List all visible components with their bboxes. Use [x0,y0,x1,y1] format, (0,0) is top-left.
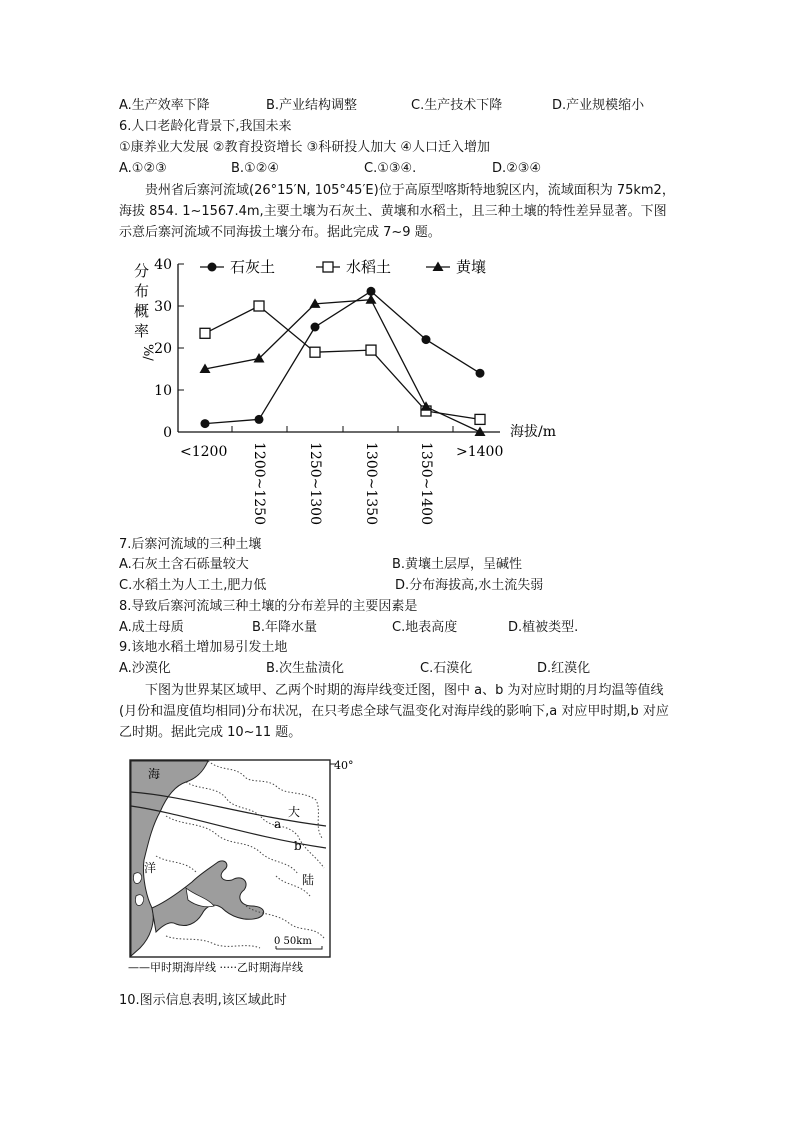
soil-distribution-chart [120,248,556,528]
x-tick-label: 1250~1300 [307,442,323,525]
data-point-石灰土 [422,335,431,344]
map-legend: ——甲时期海岸线 ·····乙时期海岸线 [128,961,303,974]
x-tick-label: 1200~1250 [251,442,267,525]
data-point-黄壤 [475,427,486,437]
legend-label-水稻土: 水稻土 [346,258,392,276]
q10-stem: 10.图示信息表明,该区域此时 [119,993,287,1008]
x-tick-label: >1400 [456,444,504,460]
y-axis-label-char: 概 [134,302,150,320]
x-tick-label: 1350~1400 [418,442,434,525]
legend-label-石灰土: 石灰土 [230,258,276,276]
scale-label: 0 50km [274,936,312,947]
x-tick-label: 1300~1350 [363,442,379,525]
q7-option-d: D.分布海拔高,水土流失弱 [395,578,544,593]
data-point-黄壤 [366,294,377,304]
q6-option-a: A.①②③ [119,161,167,176]
data-point-水稻土 [310,347,320,357]
data-point-石灰土 [311,323,320,332]
y-axis-label-char: 分 [134,262,150,280]
legend-marker [433,262,444,272]
q6-items: ①康养业大发展 ②教育投资增长 ③科研投人加大 ④人口迁入增加 [119,140,491,155]
q8-option-d: D.植被类型. [508,620,579,635]
sea-label-1: 海 [148,767,161,781]
q7-stem: 7.后寨河流域的三种土壤 [119,537,262,552]
sea-label-2: 洋 [144,861,157,875]
q8-stem: 8.导致后寨河流域三种土壤的分布差异的主要因素是 [119,599,418,614]
data-point-水稻土 [254,301,264,311]
series-line-石灰土 [205,291,480,423]
data-point-水稻土 [366,345,376,355]
y-axis-unit: %/ [140,344,155,361]
q9-option-b: B.次生盐渍化 [266,661,345,676]
q7-option-a: A.石灰土含石砾量较大 [119,557,249,572]
legend-marker [208,263,217,272]
q9-option-d: D.红漠化 [537,661,591,676]
q5-option-b: B.产业结构调整 [266,98,358,113]
q8-option-b: B.年降水量 [252,620,318,635]
q8-option-c: C.地表高度 [392,620,458,635]
isotherm-a-label: a [274,817,282,831]
land-label-1: 大 [288,805,301,819]
q6-option-b: B.①②④ [231,161,280,176]
q5-option-a: A.生产效率下降 [119,98,210,113]
x-tick-label: <1200 [180,444,228,460]
y-axis-label-char: 率 [134,322,150,340]
series-line-水稻土 [205,306,480,419]
q9-option-a: A.沙漠化 [119,661,171,676]
small-island [135,895,143,906]
intro-paragraph-1: 贵州省后寨河流域(26°15′N, 105°45′E)位于高原型喀斯特地貌区内，流域面积为 75km2，海拔 854. 1~1567.4m,主要土壤为石灰土、黄壤和水稻土，且三种土壤的特性差异显著。下图示意后寨河流域不同海拔土壤分布。据此完成 7~9 题。 [119,183,675,240]
small-island [133,873,141,884]
data-point-水稻土 [200,328,210,338]
y-axis-label-char: 布 [134,282,150,300]
y-tick-label: 10 [154,383,172,399]
q9-option-c: C.石漠化 [420,661,473,676]
legend-label-黄壤: 黄壤 [456,258,487,276]
q9-stem: 9.该地水稻土增加易引发土地 [119,640,288,655]
data-point-石灰土 [476,369,485,378]
legend-marker [323,262,333,272]
series-line-黄壤 [205,300,480,432]
q5-option-d: D.产业规模缩小 [552,98,645,113]
y-tick-label: 30 [154,299,172,315]
latitude-label: 40° [334,759,354,772]
land-label-2: 陆 [302,873,315,887]
q6-option-d: D.②③④ [492,161,542,176]
q7-option-b: B.黄壤土层厚，呈碱性 [392,557,523,572]
data-point-石灰土 [201,419,210,428]
coastline-map [126,756,366,978]
q8-option-a: A.成土母质 [119,620,184,635]
data-point-石灰土 [255,415,264,424]
y-tick-label: 0 [163,425,172,441]
intro-paragraph-2: 下图为世界某区域甲、乙两个时期的海岸线变迁图，图中 a、b 为对应时期的月均温等值线(月份和温度值均相同)分布状况，在只考虑全球气温变化对海岸线的影响下,a 对应甲时期,b 对应乙时期。据此完成 10~11 题。 [119,683,669,740]
y-tick-label: 20 [154,341,172,357]
isotherm-b-label: b [294,839,302,853]
y-tick-label: 40 [154,257,172,273]
q7-option-c: C.水稻土为人工土,肥力低 [119,578,267,593]
data-point-水稻土 [475,414,485,424]
x-axis-label: 海拔/m [510,424,556,440]
q5-option-c: C.生产技术下降 [411,98,503,113]
q6-stem: 6.人口老龄化背景下,我国未来 [119,119,292,134]
q6-option-c: C.①③④. [364,161,417,176]
